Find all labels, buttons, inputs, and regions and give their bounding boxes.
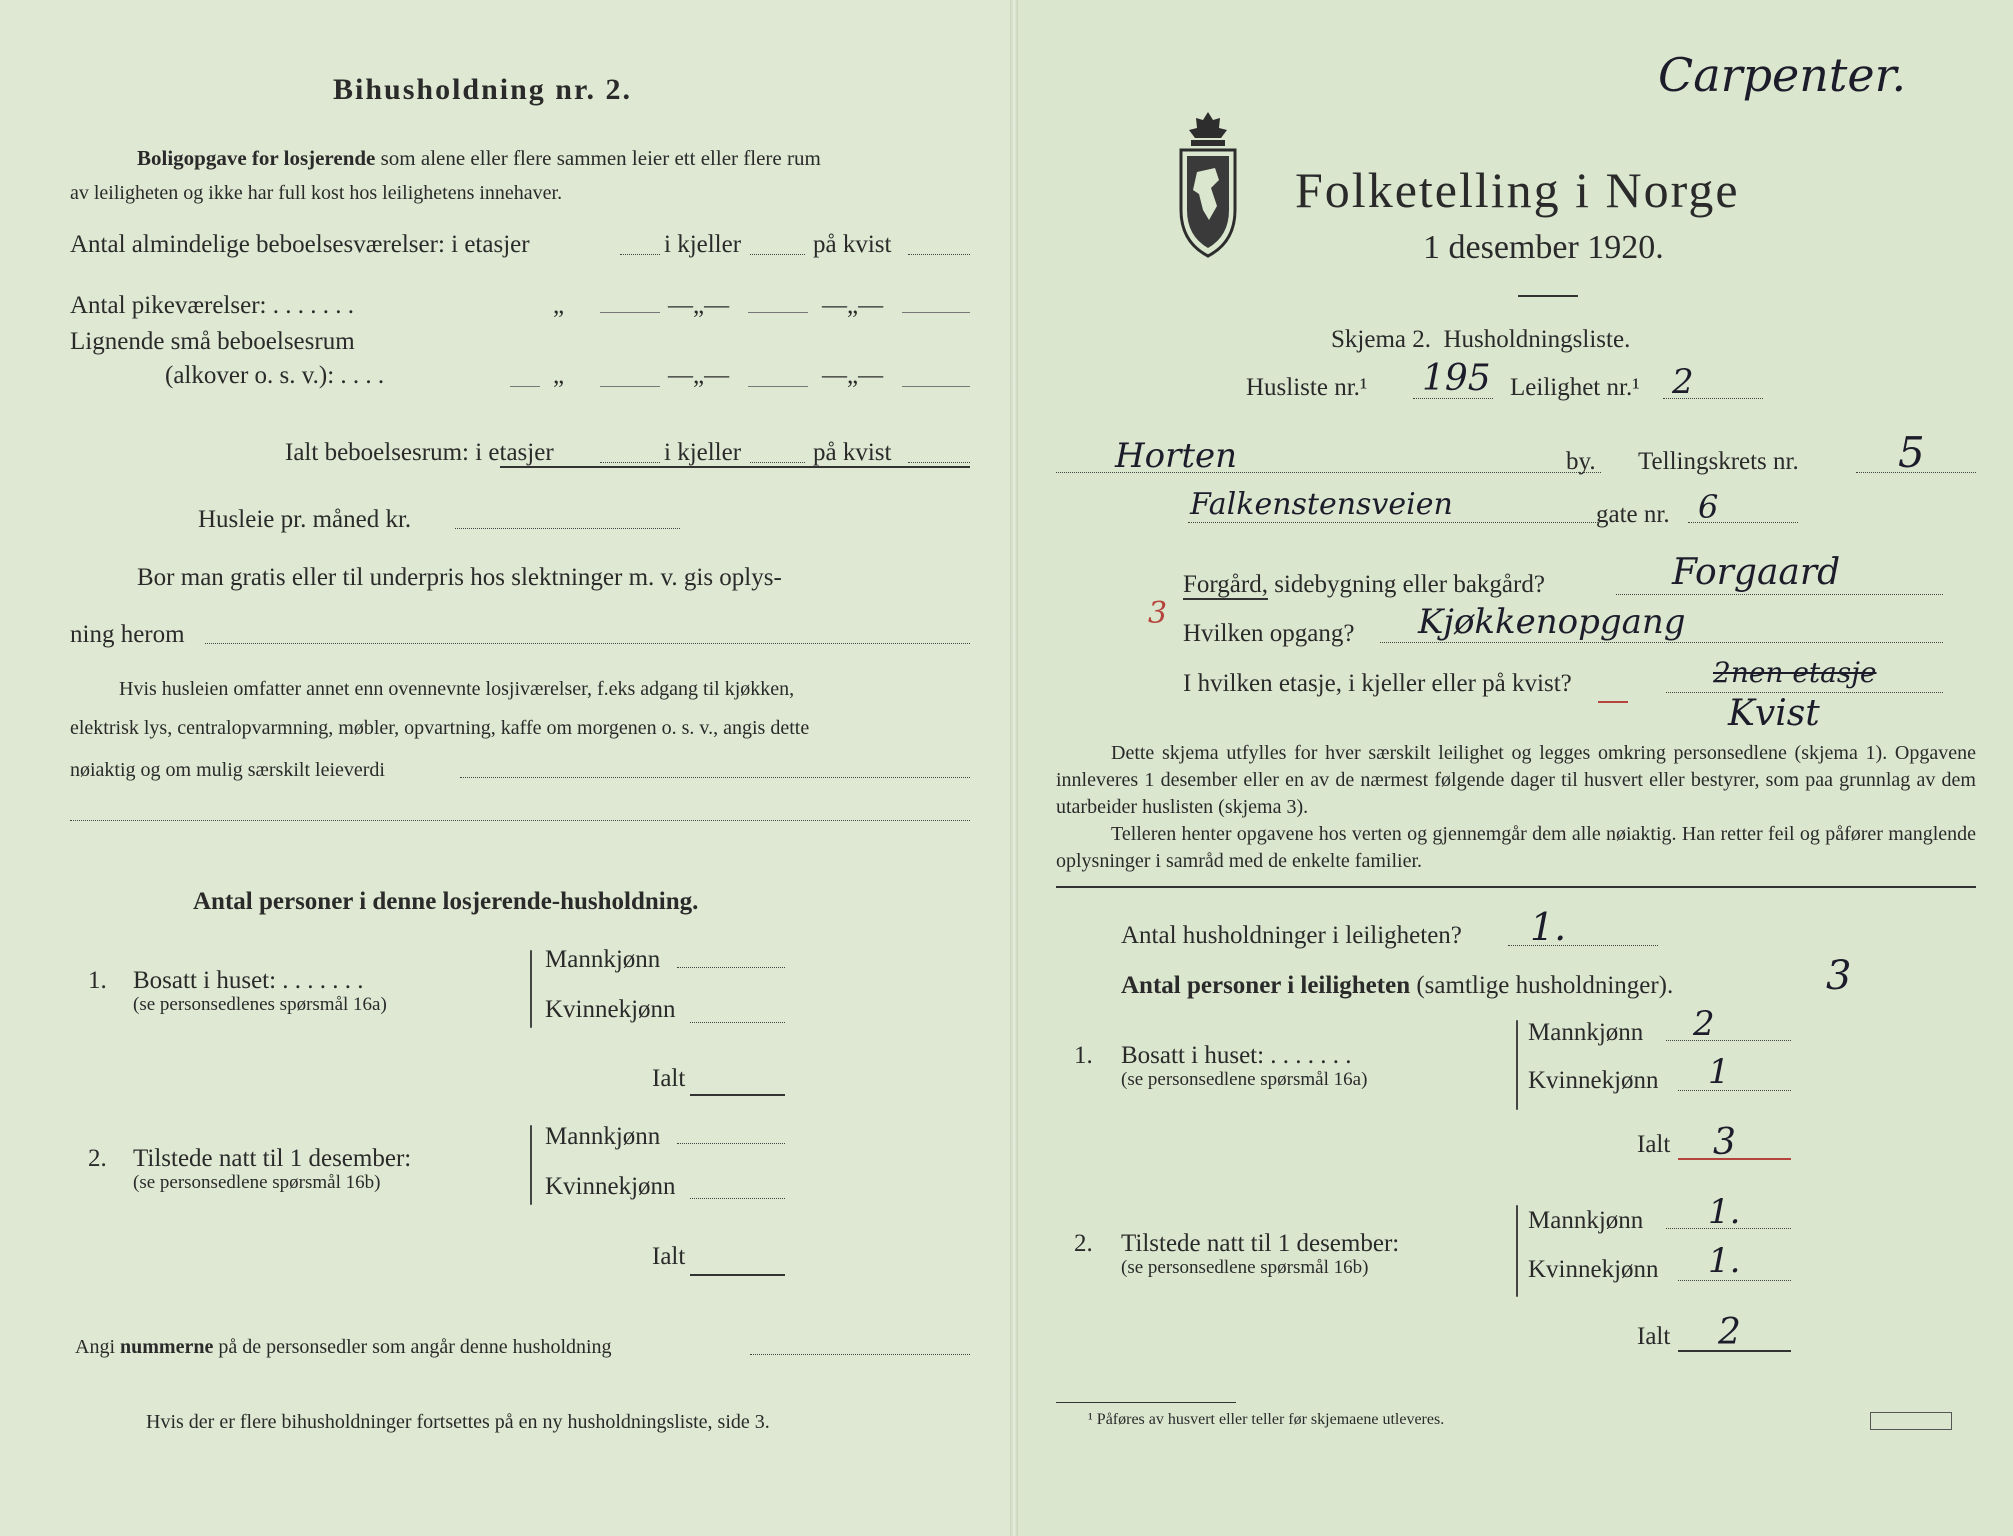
- leilighet-value: 2: [1672, 362, 1694, 402]
- husliste-label: Husliste nr.¹: [1246, 374, 1368, 401]
- left-q1-sub: (se personsedlenes spørsmål 16a): [133, 994, 387, 1015]
- row1-etasjer-field[interactable]: [620, 254, 660, 255]
- row2-ditto-3: —„—: [822, 292, 884, 319]
- krets-label: Tellingskrets nr.: [1638, 448, 1799, 475]
- row3-ditto-2: —„—: [668, 362, 730, 389]
- angi-c: på de personsedler som angår denne husholdning: [218, 1336, 612, 1358]
- right-q2-num: 2.: [1074, 1230, 1093, 1257]
- left-q1-label: Bosatt i huset: . . . . . . .: [133, 967, 364, 994]
- left-q2-sub: (se personsedlene spørsmål 16b): [133, 1172, 381, 1193]
- right-q1-num: 1.: [1074, 1042, 1093, 1069]
- pers-label: Antal personer i leiligheten: [1121, 972, 1411, 999]
- forgard-label-b: sidebygning eller bakgård?: [1274, 571, 1545, 598]
- row2-ditto-2: —„—: [668, 292, 730, 319]
- left-q1-kvinne-field[interactable]: [690, 1022, 785, 1023]
- hvis-line2: elektrisk lys, centralopvarmning, møbler, opvartning, kaffe om morgenen o. s. v., angis dette: [70, 717, 810, 739]
- right-page: [1018, 0, 2013, 1536]
- gate-field[interactable]: [1688, 522, 1798, 523]
- right-q2-kvinne-label: Kvinnekjønn: [1528, 1256, 1659, 1283]
- ialt-kvist-label: på kvist: [813, 439, 892, 466]
- hvis-line1: Hvis husleien omfatter annet enn ovennevnte losjiværelser, f.eks adgang til kjøkken,: [119, 678, 795, 700]
- right-q1-sub: (se personsedlene spørsmål 16a): [1121, 1069, 1368, 1090]
- etasje-label: I hvilken etasje, i kjeller eller på kvist?: [1183, 670, 1572, 697]
- row1-kjeller-field[interactable]: [750, 254, 805, 255]
- ialt-kjeller-label: i kjeller: [664, 439, 742, 466]
- leieverdi-field-2[interactable]: [70, 820, 970, 821]
- right-q1-ialt-label: Ialt: [1637, 1131, 1671, 1158]
- right-q1-mann-value: 2: [1693, 1004, 1715, 1044]
- left-q2-label: Tilstede natt til 1 desember:: [133, 1145, 412, 1172]
- instructions-rule: [1056, 886, 1976, 888]
- bor-line1: Bor man gratis eller til underpris hos slektninger m. v. gis oplys-: [137, 564, 782, 591]
- row3-ditto-3: —„—: [822, 362, 884, 389]
- left-q1-ialt-label: Ialt: [652, 1065, 686, 1092]
- right-q2-sub: (se personsedlene spørsmål 16b): [1121, 1257, 1369, 1278]
- row3-ditto: „: [553, 362, 565, 389]
- opgang-label: Hvilken opgang?: [1183, 620, 1355, 647]
- row3-label-a: Lignende små beboelsesrum: [70, 328, 355, 355]
- angi-b: nummerne: [120, 1336, 214, 1358]
- right-q2-ialt-label: Ialt: [1637, 1323, 1671, 1350]
- antal-heading: Antal personer i denne losjerende-husholdning.: [193, 888, 699, 915]
- coat-of-arms-icon: [1175, 110, 1241, 260]
- opgang-value: Kjøkkenopgang: [1418, 602, 1686, 642]
- leilighet-label: Leilighet nr.¹: [1510, 374, 1640, 401]
- row3-kjeller-field[interactable]: [748, 386, 808, 387]
- row3-etasjer-field[interactable]: [600, 386, 660, 387]
- etasje-value: Kvist: [1728, 693, 1820, 734]
- husholdningsliste-label: Husholdningsliste.: [1443, 326, 1631, 353]
- right-q1-kvinne-value: 1: [1708, 1052, 1730, 1092]
- instructions-1: Dette skjema utfylles for hver særskilt leilighet og legges omkring personsedlene (skjema 1). Opgavene innleveres 1 desember eller en av de nærmest følgende dager til husvert eller bestyrer, som paa grunnlag av dem utarbeider huslisten (skjema 3).: [1056, 742, 1976, 818]
- ialt-kvist-field[interactable]: [908, 462, 970, 463]
- intro-bold: Boligopgave for losjerende: [137, 146, 376, 170]
- right-q1-mann-label: Mannkjønn: [1528, 1019, 1644, 1046]
- husleie-label: Husleie pr. måned kr.: [198, 506, 412, 533]
- pers-label-rest: (samtlige husholdninger).: [1416, 972, 1674, 999]
- ialt-beboelsesrum-label: Ialt beboelsesrum: i etasjer: [285, 439, 554, 466]
- left-q1-brace: [530, 950, 532, 1028]
- street-value: Falkenstensveien: [1190, 487, 1453, 522]
- row2-ditto: „: [553, 292, 565, 319]
- right-q1-label: Bosatt i huset: . . . . . . .: [1121, 1042, 1352, 1069]
- row2-label: Antal pikeværelser: . . . . . . .: [70, 292, 354, 319]
- left-q2-mann-label: Mannkjønn: [545, 1123, 661, 1150]
- ialt-underline: [500, 466, 970, 468]
- date-rule: [1518, 295, 1578, 297]
- right-q2-ialt-value: 2: [1718, 1312, 1741, 1353]
- left-q2-kvinne-field[interactable]: [690, 1198, 785, 1199]
- right-q1-kvinne-field[interactable]: [1678, 1090, 1791, 1091]
- bor-line2: ning herom: [70, 621, 185, 648]
- etasje-field[interactable]: [1666, 692, 1943, 693]
- angi-a: Angi: [75, 1336, 115, 1358]
- row2-kjeller-field[interactable]: [748, 312, 808, 313]
- opgang-field[interactable]: [1380, 642, 1943, 643]
- left-q2-num: 2.: [88, 1145, 107, 1172]
- row3-label-b: (alkover o. s. v.): . . . .: [165, 362, 385, 389]
- left-q2-ialt-label: Ialt: [652, 1243, 686, 1270]
- husliste-value: 195: [1422, 358, 1491, 399]
- leieverdi-field[interactable]: [460, 777, 970, 778]
- left-q1-mann-label: Mannkjønn: [545, 946, 661, 973]
- ialt-etasjer-field[interactable]: [600, 462, 660, 463]
- opgang-mark: 3: [1148, 596, 1168, 631]
- left-title: Bihusholdning nr. 2.: [333, 73, 633, 106]
- row1-kvist-field[interactable]: [908, 254, 970, 255]
- row3-pre-field[interactable]: [510, 386, 540, 387]
- row1-label: Antal almindelige beboelsesværelser: i etasjer: [70, 231, 530, 258]
- right-q2-brace: [1516, 1205, 1518, 1297]
- kvist-underline: [1598, 701, 1628, 703]
- row2-etasjer-field[interactable]: [600, 312, 660, 313]
- census-date: 1 desember 1920.: [1423, 229, 1664, 266]
- left-q1-ialt-field[interactable]: [690, 1094, 785, 1096]
- pers-value: 3: [1826, 953, 1852, 999]
- intro-line2: av leiligheten og ikke har full kost hos leilighetens innehaver.: [70, 182, 563, 204]
- right-q2-mann-field[interactable]: [1666, 1228, 1791, 1229]
- krets-field[interactable]: [1856, 472, 1976, 473]
- right-q1-ialt-field[interactable]: [1678, 1158, 1791, 1160]
- instructions-2: Telleren henter opgavene hos verten og gjennemgår dem alle nøiaktig. Han retter feil og påfører manglende oplysninger i samråd med de enkelte familier.: [1056, 823, 1976, 872]
- printer-stamp: [1870, 1412, 1952, 1430]
- gate-value: 6: [1698, 488, 1719, 526]
- husleie-field[interactable]: [455, 528, 680, 529]
- right-q2-kvinne-value: 1.: [1708, 1241, 1741, 1281]
- right-q1-kvinne-label: Kvinnekjønn: [1528, 1067, 1659, 1094]
- hush-label: Antal husholdninger i leiligheten?: [1121, 922, 1462, 949]
- hvis-line3: nøiaktig og om mulig særskilt leieverdi: [70, 759, 385, 781]
- right-q2-label: Tilstede natt til 1 desember:: [1121, 1230, 1400, 1257]
- footnote-rule: [1056, 1402, 1236, 1403]
- skjema-label: Skjema 2.: [1331, 326, 1431, 353]
- etasje-struck: 2nen etasje: [1713, 656, 1877, 689]
- forgard-label-a: Forgård,: [1183, 571, 1268, 598]
- bor-field[interactable]: [205, 643, 970, 644]
- gate-label: gate nr.: [1596, 501, 1670, 528]
- corner-note: Carpenter.: [1658, 48, 1907, 102]
- street-field[interactable]: [1188, 522, 1598, 523]
- right-q1-brace: [1516, 1020, 1518, 1110]
- intro-rest: som alene eller flere sammen leier ett eller flere rum: [380, 146, 821, 170]
- left-q2-brace: [530, 1125, 532, 1205]
- husliste-field[interactable]: [1413, 398, 1493, 399]
- left-q1-kvinne-label: Kvinnekjønn: [545, 996, 676, 1023]
- forgard-value: Forgaard: [1672, 552, 1841, 593]
- angi-field[interactable]: [750, 1354, 970, 1355]
- right-q1-ialt-value: 3: [1713, 1122, 1736, 1163]
- city-field[interactable]: [1056, 472, 1601, 473]
- row1-kjeller-label: i kjeller: [664, 231, 742, 258]
- ialt-kjeller-field[interactable]: [750, 462, 805, 463]
- krets-value: 5: [1898, 428, 1925, 477]
- left-footer: Hvis der er flere bihusholdninger fortsettes på en ny husholdningsliste, side 3.: [146, 1411, 770, 1433]
- by-label: by.: [1566, 448, 1596, 475]
- left-q2-kvinne-label: Kvinnekjønn: [545, 1173, 676, 1200]
- left-q1-num: 1.: [88, 967, 107, 994]
- hush-value: 1.: [1530, 905, 1567, 949]
- right-q1-mann-field[interactable]: [1666, 1040, 1791, 1041]
- page-fold: [1010, 0, 1018, 1536]
- row2-kvist-field[interactable]: [902, 312, 970, 313]
- city-value: Horten: [1115, 436, 1238, 476]
- right-q2-mann-value: 1.: [1708, 1192, 1741, 1232]
- left-q2-ialt-field[interactable]: [690, 1274, 785, 1276]
- right-title: Folketelling i Norge: [1295, 162, 1740, 218]
- footnote: ¹ Påføres av husvert eller teller før skjemaene utleveres.: [1088, 1411, 1445, 1428]
- hush-field[interactable]: [1508, 945, 1658, 946]
- right-q2-ialt-field[interactable]: [1678, 1350, 1791, 1352]
- forgard-field[interactable]: [1616, 594, 1943, 595]
- right-q2-kvinne-field[interactable]: [1678, 1280, 1791, 1281]
- left-q1-mann-field[interactable]: [677, 967, 785, 968]
- left-q2-mann-field[interactable]: [677, 1143, 785, 1144]
- leilighet-field[interactable]: [1663, 398, 1763, 399]
- right-q2-mann-label: Mannkjønn: [1528, 1207, 1644, 1234]
- row1-kvist-label: på kvist: [813, 231, 892, 258]
- row3-kvist-field[interactable]: [902, 386, 970, 387]
